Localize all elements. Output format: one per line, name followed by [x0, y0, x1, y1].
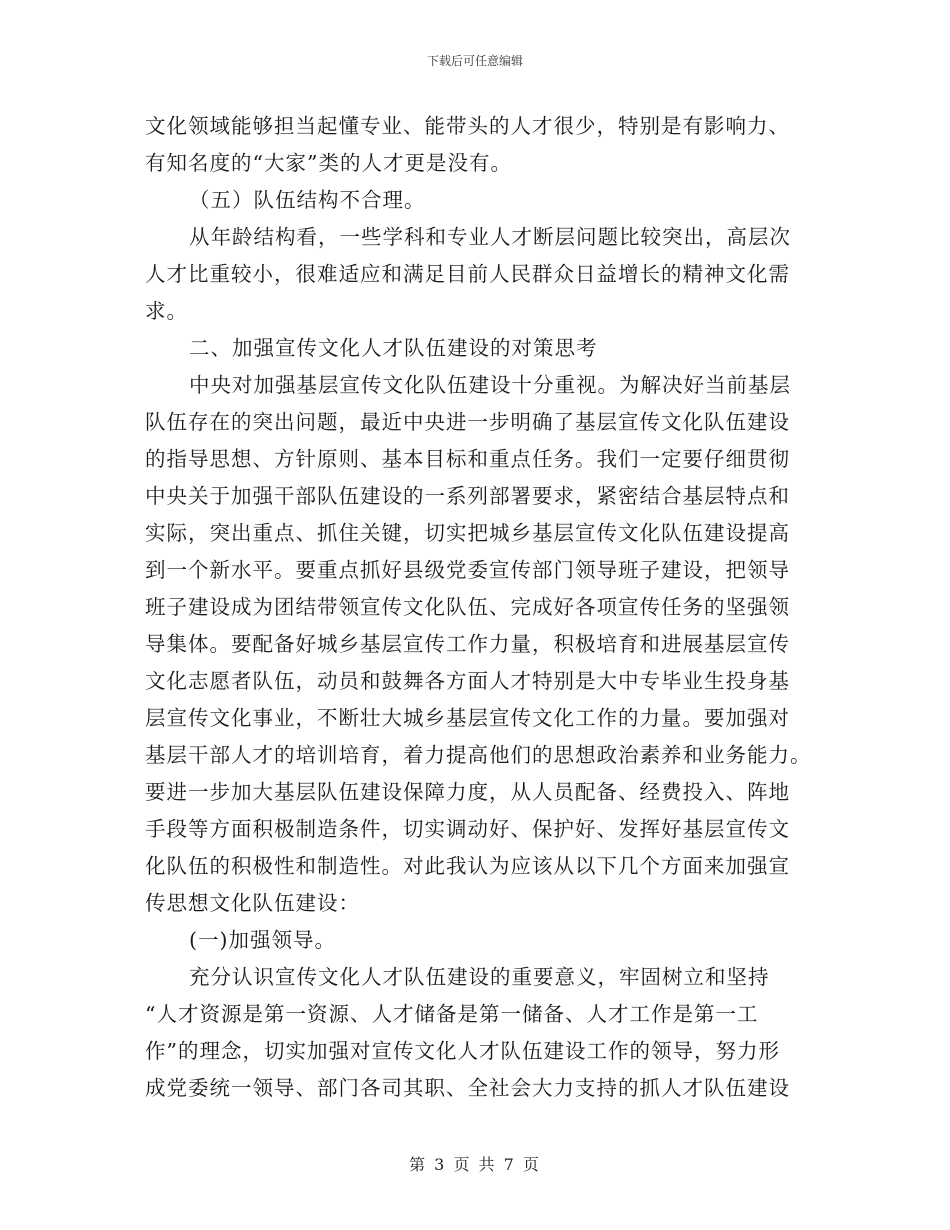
text-line: 基层干部人才的培训培育，着力提高他们的思想政治素养和业务能力。 — [145, 743, 812, 767]
text-line: 导集体。要配备好城乡基层宣传工作力量，积极培育和进展基层宣传 — [145, 632, 790, 656]
text-line: 求。 — [145, 299, 188, 323]
text-line: 中央关于加强干部队伍建设的一系列部署要求，紧密结合基层特点和 — [145, 484, 790, 508]
text-line: 文化志愿者队伍，动员和鼓舞各方面人才特别是大中专毕业生投身基 — [145, 669, 790, 693]
text-line: 层宣传文化事业，不断壮大城乡基层宣传文化工作的力量。要加强对 — [145, 706, 790, 730]
text-line: 到一个新水平。要重点抓好县级党委宣传部门领导班子建设，把领导 — [145, 558, 790, 582]
text-line: 化队伍的积极性和制造性。对此我认为应该从以下几个方面来加强宣 — [145, 854, 790, 878]
text-line: 传思想文化队伍建设： — [145, 891, 360, 915]
text-line: 中央对加强基层宣传文化队伍建设十分重视。为解决好当前基层 — [189, 373, 791, 397]
text-line: 班子建设成为团结带领宣传文化队伍、完成好各项宣传任务的坚强领 — [145, 595, 790, 619]
text-line: 成党委统一领导、部门各司其职、全社会大力支持的抓人才队伍建设 — [145, 1076, 790, 1100]
text-line: 充分认识宣传文化人才队伍建设的重要意义，牢固树立和坚持 — [189, 965, 770, 989]
text-line: (一)加强领导。 — [189, 928, 336, 952]
text-line: 实际，突出重点、抓住关键，切实把城乡基层宣传文化队伍建设提高 — [145, 521, 790, 545]
text-line: 从年龄结构看，一些学科和专业人才断层问题比较突出，高层次 — [189, 225, 791, 249]
body-text — [145, 108, 825, 1107]
text-line: 的指导思想、方针原则、基本目标和重点任务。我们一定要仔细贯彻 — [145, 447, 790, 471]
text-line: 作”的理念，切实加强对宣传文化人才队伍建设工作的领导，努力形 — [145, 1039, 780, 1063]
page-footer: 第 3 页 共 7 页 — [409, 1155, 541, 1174]
text-line: 有知名度的“大家”类的人才更是没有。 — [145, 151, 512, 175]
text-line: 人才比重较小，很难适应和满足目前人民群众日益增长的精神文化需 — [145, 262, 790, 286]
text-line: “人才资源是第一资源、人才储备是第一储备、人才工作是第一工 — [145, 1002, 759, 1026]
text-line: （五）队伍结构不合理。 — [189, 188, 426, 212]
text-line: 文化领域能够担当起懂专业、能带头的人才很少，特别是有影响力、 — [145, 114, 790, 138]
text-line: 二、加强宣传文化人才队伍建设的对策思考 — [189, 336, 598, 360]
text-line: 要进一步加大基层队伍建设保障力度，从人员配备、经费投入、阵地 — [145, 780, 790, 804]
page-header: 下载后可任意编辑 — [426, 54, 523, 68]
text-line: 队伍存在的突出问题，最近中央进一步明确了基层宣传文化队伍建设 — [145, 410, 790, 434]
text-line: 手段等方面积极制造条件，切实调动好、保护好、发挥好基层宣传文 — [145, 817, 790, 841]
